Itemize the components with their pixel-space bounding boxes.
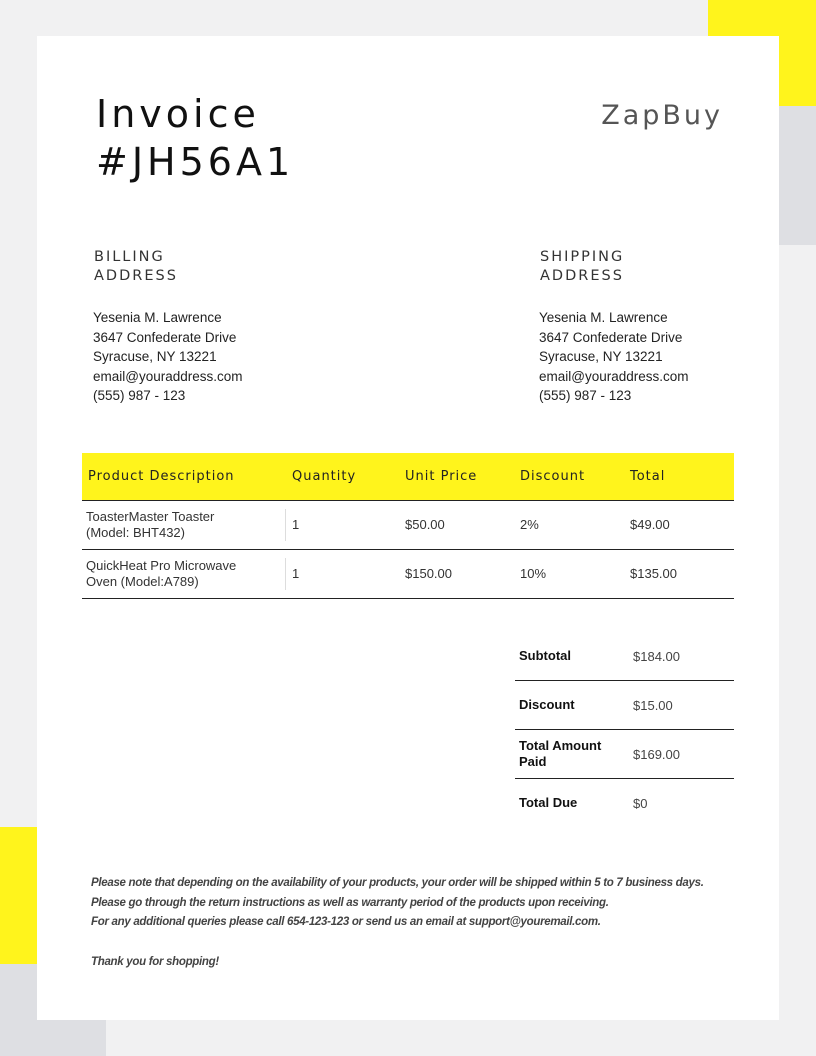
product-quantity: 1 xyxy=(292,517,300,532)
product-unit-price: $50.00 xyxy=(405,517,445,532)
table-row xyxy=(82,550,734,599)
discount-row xyxy=(515,681,734,730)
billing-city: Syracuse, NY 13221 xyxy=(93,349,217,364)
total-paid-row xyxy=(515,730,734,779)
billing-street: 3647 Confederate Drive xyxy=(93,329,237,345)
billing-phone: (555) 987 - 123 xyxy=(93,388,186,403)
discount-value: $15.00 xyxy=(633,697,673,713)
discount-label xyxy=(515,697,629,713)
shipping-phone: (555) 987 - 123 xyxy=(539,388,632,403)
header-product-description: Product Description xyxy=(88,469,235,484)
table-row xyxy=(82,501,734,550)
product-description-line2: Oven (Model:A789) xyxy=(86,574,199,589)
invoice-number: #JH56A1 xyxy=(96,140,295,184)
shipping-email: email@youraddress.com xyxy=(539,368,689,384)
subtotal-value: $184.00 xyxy=(633,648,680,664)
invoice-title xyxy=(96,90,294,186)
subtotal-label xyxy=(515,648,629,664)
subtotal-label-text: Subtotal xyxy=(519,648,571,663)
shipping-address-heading xyxy=(540,248,759,286)
shipping-city: Syracuse, NY 13221 xyxy=(539,349,663,364)
subtotal-row xyxy=(515,632,734,681)
billing-heading-line2: ADDRESS xyxy=(94,268,178,284)
note-line: Please go through the return instructions as well as warranty period of the products upon receiving. xyxy=(91,896,609,909)
product-quantity: 1 xyxy=(292,566,300,581)
total-paid-label-line2: Paid xyxy=(519,754,547,769)
product-description xyxy=(82,558,286,590)
product-discount: 2% xyxy=(520,517,539,532)
product-total: $49.00 xyxy=(630,517,670,532)
product-total: $135.00 xyxy=(630,566,677,581)
total-due-label xyxy=(515,795,629,811)
header-total: Total xyxy=(630,469,666,484)
total-due-label-text: Total Due xyxy=(519,795,578,810)
decorative-grey-block-right xyxy=(779,106,816,245)
product-unit-price: $150.00 xyxy=(405,566,452,581)
product-description-line1: QuickHeat Pro Microwave xyxy=(86,558,237,573)
product-description-line2: (Model: BHT432) xyxy=(86,525,185,540)
thank-you-note: Thank you for shopping! xyxy=(91,955,219,968)
totals-summary xyxy=(515,632,734,827)
billing-heading-line1: BILLING xyxy=(94,249,165,265)
shipping-address xyxy=(539,248,759,406)
product-discount: 10% xyxy=(520,566,547,581)
total-due-value: $0 xyxy=(633,795,648,811)
total-paid-label-line1: Total Amount xyxy=(519,738,602,753)
invoice-page xyxy=(37,36,779,1020)
billing-address-lines xyxy=(93,308,313,406)
product-description-line1: ToasterMaster Toaster xyxy=(86,509,215,524)
note-line: Please note that depending on the availability of your products, your order will be shipped within 5 to 7 business days. xyxy=(91,877,704,889)
header-quantity: Quantity xyxy=(292,469,357,484)
total-due-row xyxy=(515,779,734,827)
header-discount: Discount xyxy=(520,469,586,484)
shipping-street: 3647 Confederate Drive xyxy=(539,329,683,345)
billing-email: email@youraddress.com xyxy=(93,368,243,384)
billing-name: Yesenia M. Lawrence xyxy=(93,310,222,325)
shipping-address-lines xyxy=(539,308,759,406)
shipping-heading-line2: ADDRESS xyxy=(540,268,624,284)
shipping-name: Yesenia M. Lawrence xyxy=(539,310,668,325)
shipping-heading-line1: SHIPPING xyxy=(540,249,625,265)
product-description xyxy=(82,509,286,541)
discount-label-text: Discount xyxy=(519,697,575,712)
total-paid-value: $169.00 xyxy=(633,746,680,762)
table-header xyxy=(82,453,734,501)
billing-address-heading xyxy=(94,248,313,286)
header-unit-price: Unit Price xyxy=(405,469,478,484)
invoice-title-line1: Invoice xyxy=(96,92,260,136)
products-table xyxy=(82,453,734,599)
total-paid-label xyxy=(515,738,629,770)
note-line: For any additional queries please call 654-123-123 or send us an email at support@youremail.com. xyxy=(91,916,601,928)
billing-address xyxy=(93,248,313,406)
invoice-notes xyxy=(91,874,704,972)
decorative-yellow-block-left xyxy=(0,827,37,964)
brand-name: ZapBuy xyxy=(601,100,723,131)
